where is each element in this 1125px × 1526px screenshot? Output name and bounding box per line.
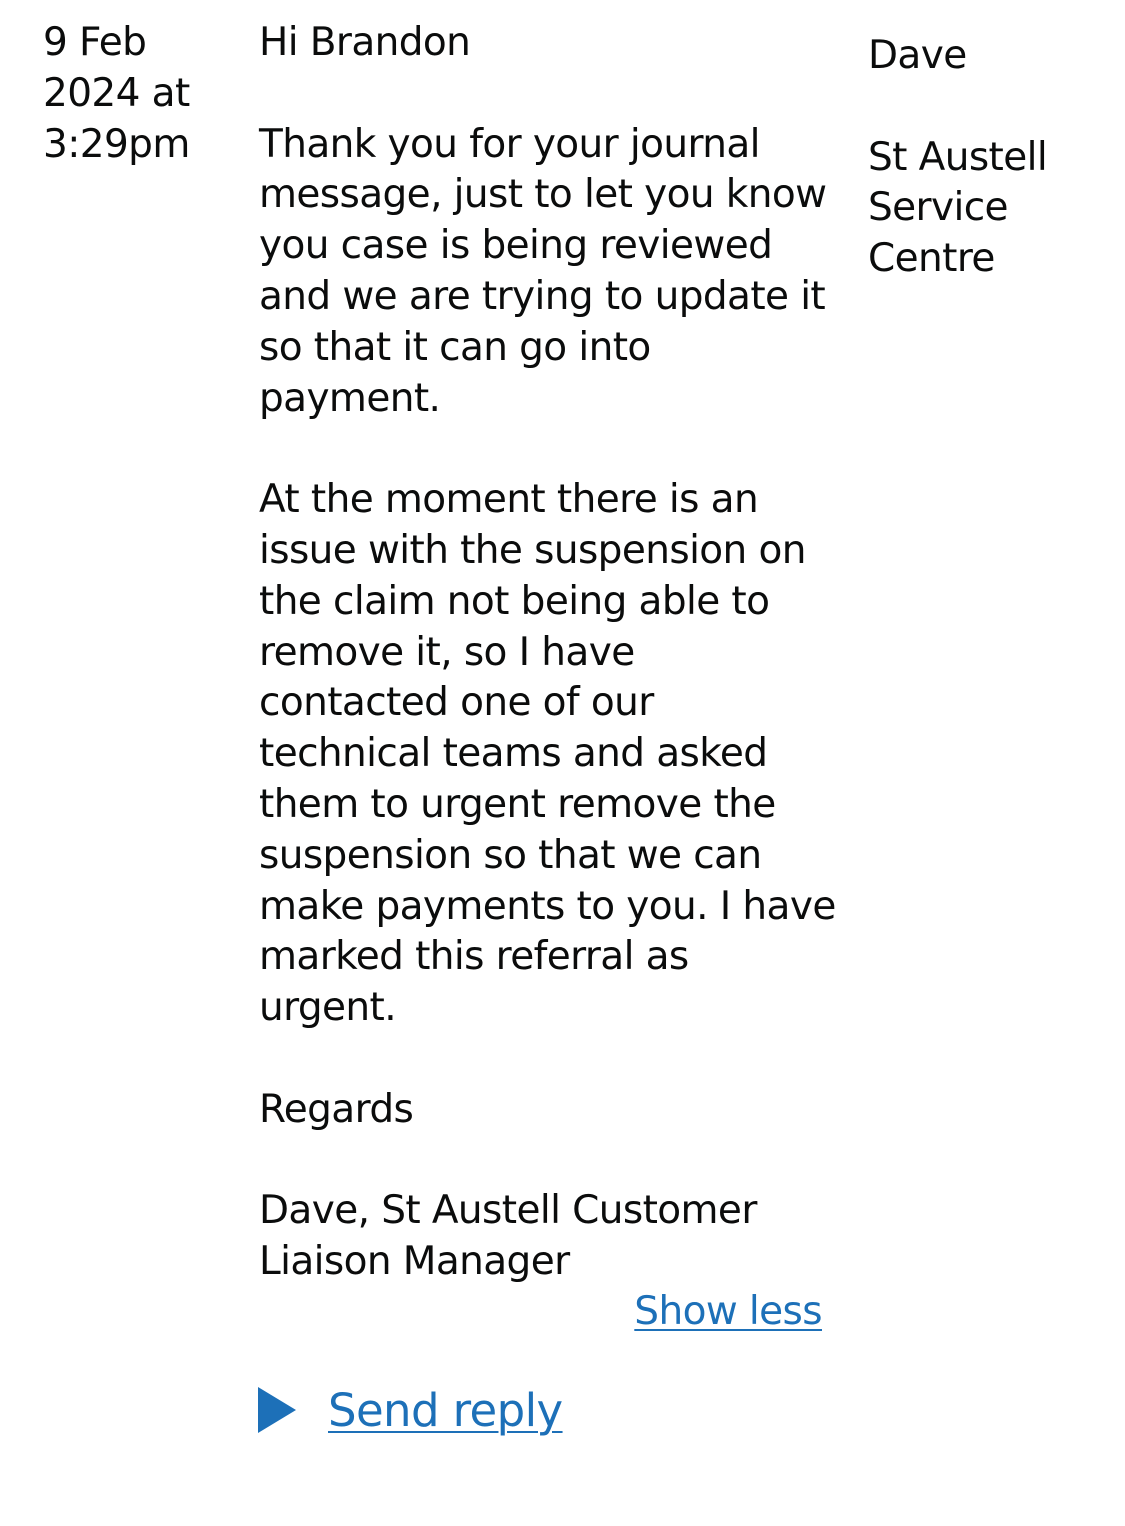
- message-greeting: [259, 18, 834, 69]
- sender-office-line: St Austell: [868, 134, 1048, 180]
- message-line: payment.: [259, 375, 441, 421]
- message-line: Thank you for your journal: [259, 121, 760, 167]
- message-line: marked this referral as: [259, 934, 689, 980]
- message-closing: [259, 1085, 834, 1136]
- message-date-line: 2024 at: [43, 70, 190, 116]
- message-signature-line: Dave, St Austell Customer: [259, 1188, 757, 1234]
- message-signature-line: Liaison Manager: [259, 1239, 570, 1285]
- message-line: remove it, so I have: [259, 629, 635, 675]
- message-closing-text: Regards: [259, 1086, 414, 1132]
- show-less-row: [259, 1287, 822, 1338]
- message-line: message, just to let you know: [259, 172, 827, 218]
- message-line: so that it can go into: [259, 324, 651, 370]
- triangle-right-icon[interactable]: [258, 1387, 296, 1433]
- message-line: them to urgent remove the: [259, 781, 776, 827]
- sender-name-text: Dave: [868, 33, 967, 78]
- message-line: issue with the suspension on: [259, 527, 806, 573]
- message-date-line: 3:29pm: [43, 121, 190, 167]
- message-line: At the moment there is an: [259, 477, 759, 523]
- message-sender: [868, 31, 1118, 285]
- message-line: technical teams and asked: [259, 731, 768, 777]
- sender-office-line: Centre: [868, 236, 995, 282]
- sender-office: [868, 133, 1118, 285]
- message-date: [43, 18, 233, 170]
- message-body: [259, 18, 834, 1288]
- message-line: suspension so that we can: [259, 832, 762, 878]
- message-line: the claim not being able to: [259, 578, 770, 624]
- message-line: contacted one of our: [259, 680, 654, 726]
- message-greeting-text: Hi Brandon: [259, 20, 471, 65]
- message-date-line: 9 Feb: [43, 20, 147, 65]
- message-line: urgent.: [259, 985, 397, 1031]
- message-paragraph-2: [259, 475, 834, 1034]
- message-line: make payments to you. I have: [259, 883, 836, 929]
- send-reply-toggle[interactable]: [258, 1380, 563, 1440]
- message-paragraph-1: [259, 120, 834, 425]
- message-line: and we are trying to update it: [259, 273, 826, 319]
- send-reply-link[interactable]: Send reply: [328, 1383, 563, 1437]
- sender-office-line: Service: [868, 185, 1008, 231]
- sender-name: [868, 31, 1118, 82]
- show-less-link[interactable]: Show less: [634, 1289, 822, 1334]
- message-line: you case is being reviewed: [259, 223, 773, 269]
- message-signature: [259, 1186, 834, 1288]
